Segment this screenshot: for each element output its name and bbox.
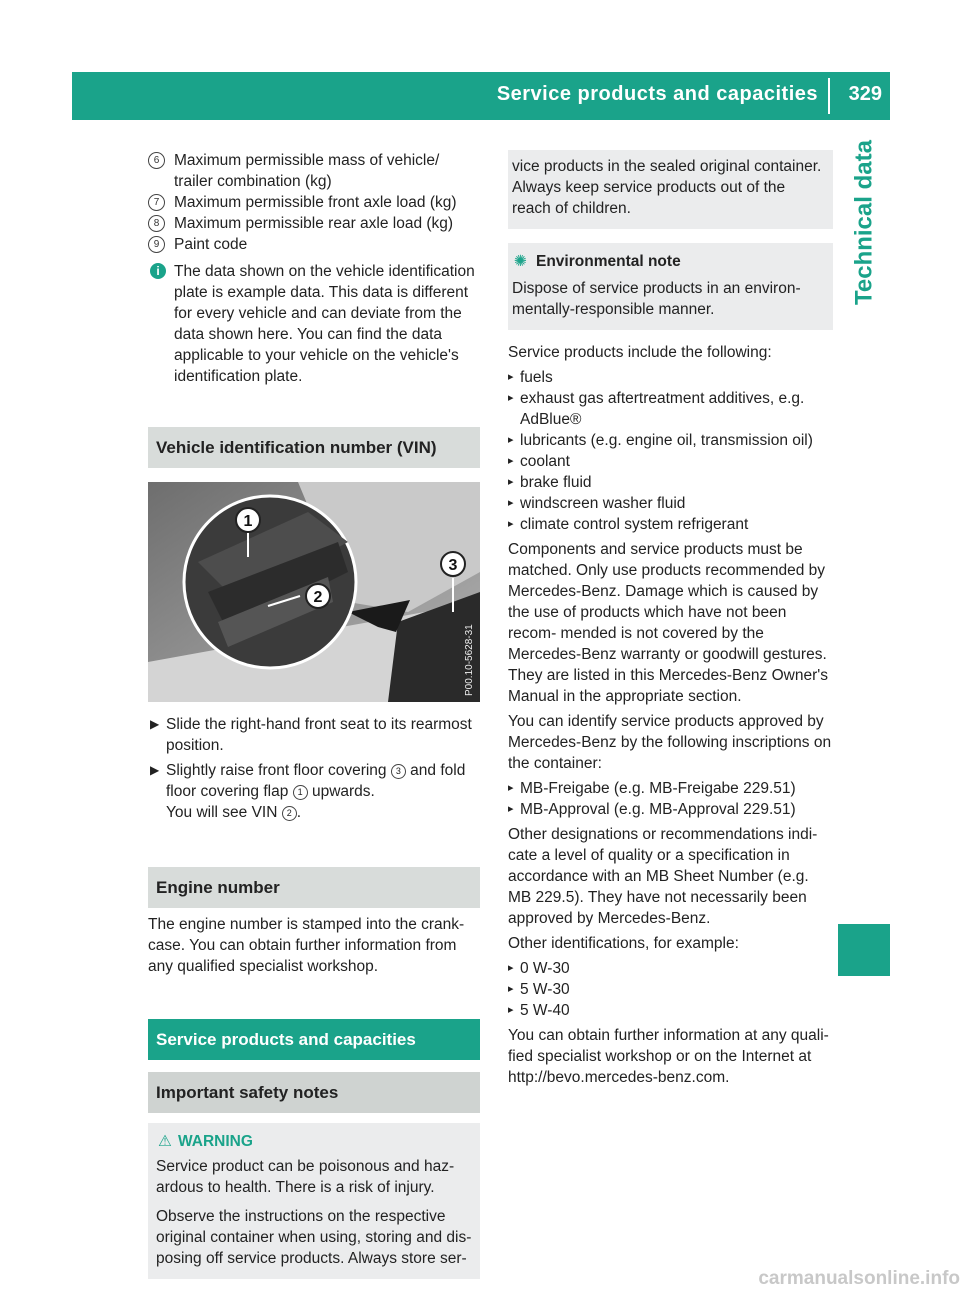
inline-callout-1: 1 [293, 785, 308, 800]
legend-item [148, 234, 480, 255]
warning-text-1: Service product can be poisonous and haz- ardous to health. There is a risk of injury. [156, 1158, 455, 1196]
other-identifications: Other identifications, for example: [508, 935, 739, 952]
environmental-note-box [508, 243, 833, 330]
legend-text: Maximum permissible rear axle load (kg) [174, 215, 454, 232]
vin-photo-illustration [148, 482, 480, 702]
list-item: ▸ lubricants (e.g. engine oil, transmission oil) [508, 430, 833, 451]
image-code: P00.10-5628-31 [464, 624, 475, 696]
inline-callout-2: 2 [282, 806, 297, 821]
legend-item [148, 192, 480, 213]
step-arrow-icon: ▶ [150, 717, 160, 731]
legend-number: 6 [148, 152, 165, 169]
list-item: ▸ 5 W-30 [508, 979, 833, 1000]
viscosity-list [508, 958, 833, 1021]
info-note-text: The data shown on the vehicle identification plate is example data. This data is different for every vehicle and can deviate from the data shown here. You can find the data applicable to your vehicle on the vehicle's identification plate. [174, 263, 475, 385]
list-item: ▸ coolant [508, 451, 833, 472]
right-column [508, 150, 833, 1088]
list-item: ▸ MB-Approval (e.g. MB-Approval 229.51) [508, 799, 833, 820]
vin-steps [148, 714, 480, 823]
legend-number: 7 [148, 194, 165, 211]
legend-number: 9 [148, 236, 165, 253]
legend-item [148, 213, 480, 234]
step-item [148, 760, 480, 823]
warning-title: WARNING [178, 1133, 253, 1150]
warning-text-2: Observe the instructions on the respective original container when using, storing and dis- posing off service products. Always store ser- [156, 1208, 472, 1267]
vin-heading: Vehicle identification number (VIN) [148, 427, 480, 468]
step-text-e: . [296, 804, 302, 821]
legend-number: 8 [148, 215, 165, 232]
step-item [148, 714, 480, 756]
list-item: ▸ exhaust gas aftertreatment additives, e.g. AdBlue® [508, 388, 833, 430]
info-icon: i [150, 263, 166, 279]
list-item: ▸ MB-Freigabe (e.g. MB-Freigabe 229.51) [508, 778, 833, 799]
warning-icon: ⚠ [158, 1133, 172, 1150]
step-text: Slide the right-hand front seat to its rearmost position. [166, 716, 472, 754]
legend-text: Maximum permissible mass of vehicle/ trailer combination (kg) [174, 152, 440, 190]
engine-heading: Engine number [148, 867, 480, 908]
header-divider [828, 78, 830, 114]
legend-text: Paint code [174, 236, 248, 253]
step-text-c: upwards. [311, 783, 375, 800]
left-column [148, 150, 480, 1279]
list-item: ▸ fuels [508, 367, 833, 388]
warning-box [148, 1123, 480, 1279]
step-text-d: You will see VIN [166, 804, 278, 821]
side-tab-label: Technical data [850, 140, 878, 305]
approval-list [508, 778, 833, 820]
list-item: ▸ windscreen washer fluid [508, 493, 833, 514]
vin-photo [148, 482, 480, 702]
warning-continued-text: vice products in the sealed original container. Always keep service products out of the reach of children. [512, 158, 822, 217]
safety-subheading: Important safety notes [148, 1072, 480, 1113]
legend-item [148, 150, 480, 192]
step-arrow-icon: ▶ [150, 763, 160, 777]
further-info: You can obtain further information at any quali- fied specialist workshop or on the Internet at http://bevo.mercedes-benz.com. [508, 1027, 829, 1086]
include-intro: Service products include the following: [508, 344, 772, 361]
info-note [148, 261, 480, 387]
components-text: Components and service products must be matched. Only use products recommended by Mercedes-Benz. Damage which is caused by the use of products which have not been recom- mended is not covered by the Mercedes-Benz warranty or goodwill gestures. They are listed in this Mercedes-Benz Owner's Manual in the appropriate section. [508, 541, 828, 705]
lightbulb-icon: ✺ [514, 253, 527, 270]
step-text-a: Slightly raise front floor covering [166, 762, 387, 779]
list-item: ▸ 5 W-40 [508, 1000, 833, 1021]
legend-text: Maximum permissible front axle load (kg) [174, 194, 457, 211]
warning-continued-box [508, 150, 833, 229]
identify-text: You can identify service products approved by Mercedes-Benz by the following inscriptions on the container: [508, 713, 832, 772]
engine-text: The engine number is stamped into the crank- case. You can obtain further information from any qualified specialist workshop. [148, 916, 465, 975]
env-text: Dispose of service products in an environ- mentally-responsible manner. [512, 280, 801, 318]
list-item: ▸ 0 W-30 [508, 958, 833, 979]
side-tab-marker [838, 924, 890, 976]
header-title: Service products and capacities [496, 83, 818, 105]
watermark: carmanualsonline.info [758, 1268, 960, 1289]
service-heading: Service products and capacities [148, 1019, 480, 1060]
env-title: Environmental note [536, 253, 681, 270]
page-number: 329 [848, 83, 882, 105]
warning-header [156, 1131, 472, 1152]
env-header [512, 251, 825, 272]
header-bar [72, 72, 890, 120]
step-text-b: and fold floor covering flap [166, 762, 466, 800]
callout-1: 1 [243, 513, 253, 530]
list-item: ▸ climate control system refrigerant [508, 514, 833, 535]
callout-3: 3 [448, 557, 458, 574]
inline-callout-3: 3 [391, 764, 406, 779]
side-tab [838, 140, 890, 950]
other-designations: Other designations or recommendations indi- cate a level of quality or a specification in accordance with an MB Sheet Number (e.g. MB 229.5). They have not necessarily been approved by Mercedes-Benz. [508, 826, 818, 927]
callout-2: 2 [313, 589, 323, 606]
legend-list [148, 150, 480, 255]
list-item: ▸ brake fluid [508, 472, 833, 493]
include-list [508, 367, 833, 535]
